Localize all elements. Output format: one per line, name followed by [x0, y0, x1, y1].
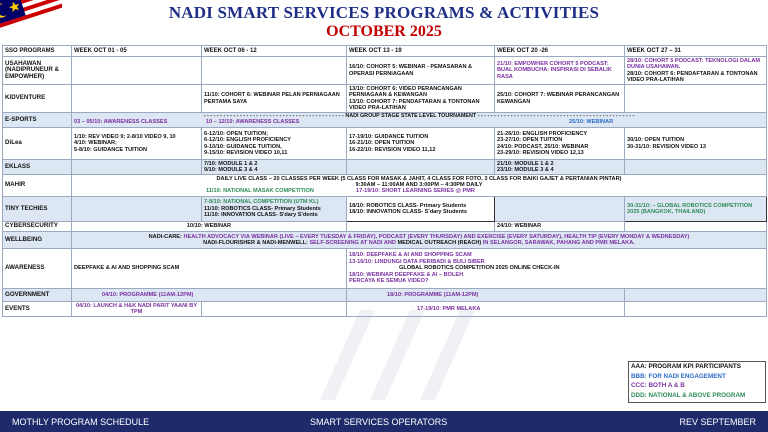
table-row: [3, 175, 767, 197]
program-label: TINY TECHIES: [3, 197, 72, 222]
table-row: [3, 85, 767, 113]
wellbeing-line1: NADI-CARE: HEALTH ADVOCACY VIA WEBINAR (LIVE – EVERY TUESDAY & FRIDAY), PODCAST (EVERY THURSDAY) AND EXERCISE (EVERY SATURDAY), HEALTH TIP (EVERY MONDAY & WEDNESDAY): [148, 233, 690, 240]
table-cell: [347, 85, 495, 113]
program-label: DiLea: [3, 128, 72, 160]
cell-line: 13/10: COHORT 7: PENDAFTARAN & TONTONAN VIDEO PRA-LATIHAN: [349, 98, 480, 111]
table-cell: 21/10: MODULE 1 & 2 23/10: MODULE 3 & 4: [495, 160, 625, 175]
column-header: WEEK OCT 01 - 05: [72, 46, 202, 57]
table-cell: 30/10: OPEN TUITION 30-31/10: REVISION VIDEO 13: [625, 128, 767, 160]
table-cell: [347, 197, 495, 222]
schedule-table: [2, 45, 767, 317]
table-cell: 30-31/10: – GLOBAL ROBOTICS COMPETITION 2025 (BANGKOK, THAILAND): [625, 197, 767, 222]
cell-line: 13/10: COHORT 6: VIDEO PERANCANGAN PERNIAGAAN & KEWANGAN: [349, 85, 462, 99]
table-cell: DEEPFAKE & AI AND SHOPPING SCAM: [72, 249, 347, 289]
table-row: [3, 197, 767, 222]
column-header: WEEK OCT 06 - 12: [202, 46, 347, 57]
mahir-week3: 17-19/10: SHORT LEARNING SERIES @ PMR: [356, 188, 475, 195]
cell-line: 11/10: ROBOTICS CLASS- Primary Students: [204, 205, 321, 212]
page-subtitle: OCTOBER 2025: [326, 23, 442, 40]
table-cell: 11/10: COHORT 6: WEBINAR PELAN PERNIAGAAN PERTAMA SAYA: [202, 85, 347, 113]
table-cell: 1/10: REV VIDEO 9; 2-8/10 VIDEO 9, 10 4/10: WEBINAR; 5-8/10: GUIDANCE TUITION: [72, 128, 202, 160]
mahir-line3: [74, 188, 764, 195]
mahir-line2: 9:30AM – 11:00AM AND 3:00PM – 4:30PM DAILY: [355, 182, 483, 188]
table-cell: [72, 57, 202, 85]
table-cell: 16/10: COHORT 5: WEBINAR - PEMASARAN & OPERASI PERNIAGAAN: [347, 57, 495, 85]
table-cell: 18/10: PROGRAMME (11AM-12PM): [347, 289, 625, 302]
table-cell: [625, 85, 767, 113]
table-cell: [72, 232, 767, 249]
program-label: EVENTS: [3, 302, 72, 317]
column-header: WEEK OCT 27 – 31: [625, 46, 767, 57]
table-cell: 17-19/10: PMR MELAKA: [347, 302, 625, 317]
table-cell: [72, 85, 202, 113]
cell-line: 18/10: ROBOTICS CLASS- Primary Students: [349, 202, 467, 209]
program-label: USAHAWAN (NADIPRUNEUR & EMPOWHER): [3, 57, 72, 85]
esports-week1: 03 – 05/10: AWARENESS CLASSES: [74, 119, 168, 126]
footer-bar: [0, 411, 768, 432]
table-cell: [625, 289, 767, 302]
table-row: [3, 249, 767, 289]
table-cell: [625, 57, 767, 85]
table-cell: 04/10: PROGRAMME (11AM-12PM): [72, 289, 347, 302]
column-header: WEEK OCT 13 - 19: [347, 46, 495, 57]
program-label: AWARENESS: [3, 249, 72, 289]
table-cell: [347, 249, 767, 289]
esports-week4: 25/10: WEBINAR: [569, 119, 614, 126]
footer-center: SMART SERVICES OPERATORS: [310, 417, 448, 427]
table-cell: [202, 197, 347, 222]
table-row: [3, 128, 767, 160]
table-cell: 7/10: MODULE 1 & 2 9/10: MODULE 3 & 4: [202, 160, 347, 175]
esports-line: [74, 119, 764, 126]
table-cell: 21/10: EMPOWHER COHORT 5 PODCAST: BUAL KOMBUCHA: INSPIRASI DI SEBALIK RASA: [495, 57, 625, 85]
footer-right: REV SEPTEMBER: [679, 417, 756, 427]
table-row: [3, 302, 767, 317]
table-cell: [347, 160, 495, 175]
table-row: [3, 113, 767, 128]
table-cell: [72, 160, 202, 175]
program-label: CYBERSECURITY: [3, 222, 72, 232]
cell-line: GLOBAL ROBOTICS COMPETITION 2025 ONLINE CHECK-IN: [399, 265, 560, 272]
cell-line: 28/10: COHORT 6: PENDAFTARAN & TONTONAN VIDEO PRA-LATIHAN: [627, 70, 758, 83]
page-title: NADI SMART SERVICES PROGRAMS & ACTIVITIES: [168, 3, 600, 22]
table-cell: 17-19/10: GUIDANCE TUITION 16-21/10: OPEN TUITION 16-22/10: REVISION VIDEO 11,12: [347, 128, 495, 160]
mahir-line1: DAILY LIVE CLASS – 20 CLASSES PER WEEK (5 CLASS FOR MASAK & JAHIT, 4 CLASS FOR FOTO, 3 CLASS FOR BAIKI GAJET & PERTANIAN PINTAR): [216, 175, 622, 182]
wellbeing-line2: NADI-FLOURISHER & NADI-MENWELL: SELF-SCREENING AT NADI AND MEDICAL OUTREACH (REACH) IN SELANGOR, SARAWAK, PAHANG AND PMR MELAKA.: [203, 240, 635, 246]
column-header: SSO PROGRAMS: [3, 46, 72, 57]
footer-left: MOTHLY PROGRAM SCHEDULE: [12, 417, 150, 427]
mahir-week2: 11/10: NATIONAL MASAK COMPETITION: [206, 188, 314, 195]
table-cell: [625, 222, 767, 232]
table-cell: 24/10: WEBINAR: [495, 222, 625, 232]
legend-item: CCC: BOTH A & B: [631, 382, 685, 389]
cell-line: 18/10: DEEPFAKE & AI AND SHOPPING SCAM: [349, 252, 472, 259]
program-label: EKLASS: [3, 160, 72, 175]
table-cell: 04/10: LAUNCH & H&K NADI PARIT YAANI BY TPM: [72, 302, 202, 317]
table-cell: [495, 197, 625, 222]
table-row: [3, 222, 767, 232]
table-cell: [72, 175, 767, 197]
table-cell: 25/10: COHORT 7: WEBINAR PERANCANGAN KEWANGAN: [495, 85, 625, 113]
table-row: [3, 160, 767, 175]
table-cell: [625, 302, 767, 317]
legend-item: DDD: NATIONAL & ABOVE PROGRAM: [631, 391, 746, 399]
column-header: WEEK OCT 20 -26: [495, 46, 625, 57]
table-cell: 10/10: WEBINAR: [72, 222, 347, 232]
table-cell: [202, 57, 347, 85]
table-cell: [625, 160, 767, 175]
cell-line: 7-8/10: NATIONAL COMPETITION (UTM KL): [204, 199, 319, 206]
cell-line: 13-16/10: LINDUNGI DATA PERIBADI & BULI SIBER: [349, 258, 485, 265]
cell-line: 11/10: INNOVATION CLASS- S'dary S'dents: [204, 212, 318, 219]
table-cell: [72, 197, 202, 222]
table-cell: [347, 222, 495, 232]
cell-line: 18/10: WEBINAR DEEPFAKE & AI – BOLEH PERCAYA KE SEMUA VIDEO?: [349, 271, 464, 285]
legend-item: AAA: PROGRAM KPI PARTICIPANTS: [631, 363, 741, 370]
program-label: KIDVENTURE: [3, 85, 72, 113]
esports-week2: 10 – 12/10: AWARENESS CLASSES: [206, 119, 300, 126]
program-label: GOVERNMENT: [3, 289, 72, 302]
program-label: WELLBEING: [3, 232, 72, 249]
table-cell: 6-12/10: OPEN TUITION; 6-12/10: ENGLISH PROFICIENCY 9-10/10: GUIDANCE TUITION, 9-15/10: REVISION VIDEO 10,11: [202, 128, 347, 160]
table-cell: [202, 302, 347, 317]
tournament-banner: - - - - - - - - - - - - - - - - - - - - - - - - - - - - - - - - - - - - - - - - - - - NADI GROUP STAGE STATE LEVEL TOURNAMENT - - - - - - - - - - - - - - - - - - - - - - - - - - - - - - - - - - - - - - - - - - - - - - - -: [203, 112, 635, 119]
table-row: [3, 57, 767, 85]
table-row: [3, 289, 767, 302]
header-row: [3, 46, 767, 57]
table-cell: [72, 113, 767, 128]
cell-line: 18/10: INNOVATION CLASS- S'dary Students: [349, 209, 467, 215]
table-cell: 21-26/10: ENGLISH PROFICIENCY 23-27/10: OPEN TUITION 24/10: PODCAST, 25/10: WEBINAR 23-29/10: REVISION VIDEO 12,13: [495, 128, 625, 160]
cell-line: 28/10: COHORT 5 PODCAST: TEKNOLOGI DALAM DUNIA USAHAWAN.: [627, 57, 761, 71]
table-row: [3, 232, 767, 249]
legend-box: [628, 361, 766, 403]
legend-item: BBB: FOR NADI ENGAGEMENT: [631, 372, 726, 380]
program-label: MAHIR: [3, 175, 72, 197]
program-label: E-SPORTS: [3, 113, 72, 128]
